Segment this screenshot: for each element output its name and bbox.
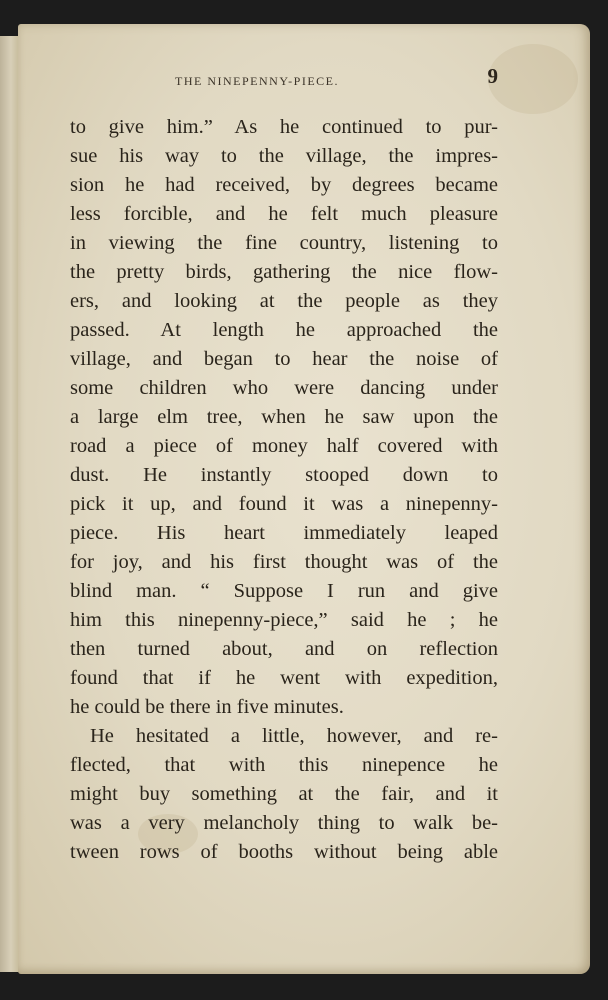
- text-line: piece. His heart immediately leaped: [70, 522, 498, 544]
- paragraph: [70, 722, 498, 867]
- text-line: tween rows of booths without being able: [70, 841, 498, 863]
- text-line: in viewing the fine country, listening to: [70, 232, 498, 254]
- text-line: for joy, and his first thought was of the: [70, 551, 498, 573]
- text-line: blind man. “ Suppose I run and give: [70, 580, 498, 602]
- text-line: him this ninepenny-piece,” said he ; he: [70, 609, 498, 631]
- text-line: some children who were dancing under: [70, 377, 498, 399]
- text-line: might buy something at the fair, and it: [70, 783, 498, 805]
- text-line: passed. At length he approached the: [70, 319, 498, 341]
- paper-stain: [488, 44, 578, 114]
- text-line: sue his way to the village, the impres-: [70, 145, 498, 167]
- text-line: was a very melancholy thing to walk be-: [70, 812, 498, 834]
- text-line: road a piece of money half covered with: [70, 435, 498, 457]
- text-line: less forcible, and he felt much pleasure: [70, 203, 498, 225]
- text-line: ers, and looking at the people as they: [70, 290, 498, 312]
- paragraph: [70, 113, 498, 722]
- body-text: [70, 113, 498, 867]
- text-line: a large elm tree, when he saw upon the: [70, 406, 498, 428]
- previous-page-edge: [0, 36, 19, 972]
- page-header: [66, 64, 498, 100]
- text-line: village, and began to hear the noise of: [70, 348, 498, 370]
- text-line: He hesitated a little, however, and re-: [90, 725, 498, 747]
- text-line: dust. He instantly stooped down to: [70, 464, 498, 486]
- text-line: he could be there in five minutes.: [70, 696, 344, 718]
- text-line: pick it up, and found it was a ninepenny-: [70, 493, 498, 515]
- running-head: THE NINEPENNY-PIECE.: [175, 74, 339, 88]
- text-line: the pretty birds, gathering the nice flow-: [70, 261, 498, 283]
- text-line: to give him.” As he continued to pur-: [70, 116, 498, 138]
- text-line: flected, that with this ninepence he: [70, 754, 498, 776]
- page-number: 9: [487, 64, 498, 88]
- text-line: found that if he went with expedition,: [70, 667, 498, 689]
- text-line: then turned about, and on reflection: [70, 638, 498, 660]
- text-line: sion he had received, by degrees became: [70, 174, 498, 196]
